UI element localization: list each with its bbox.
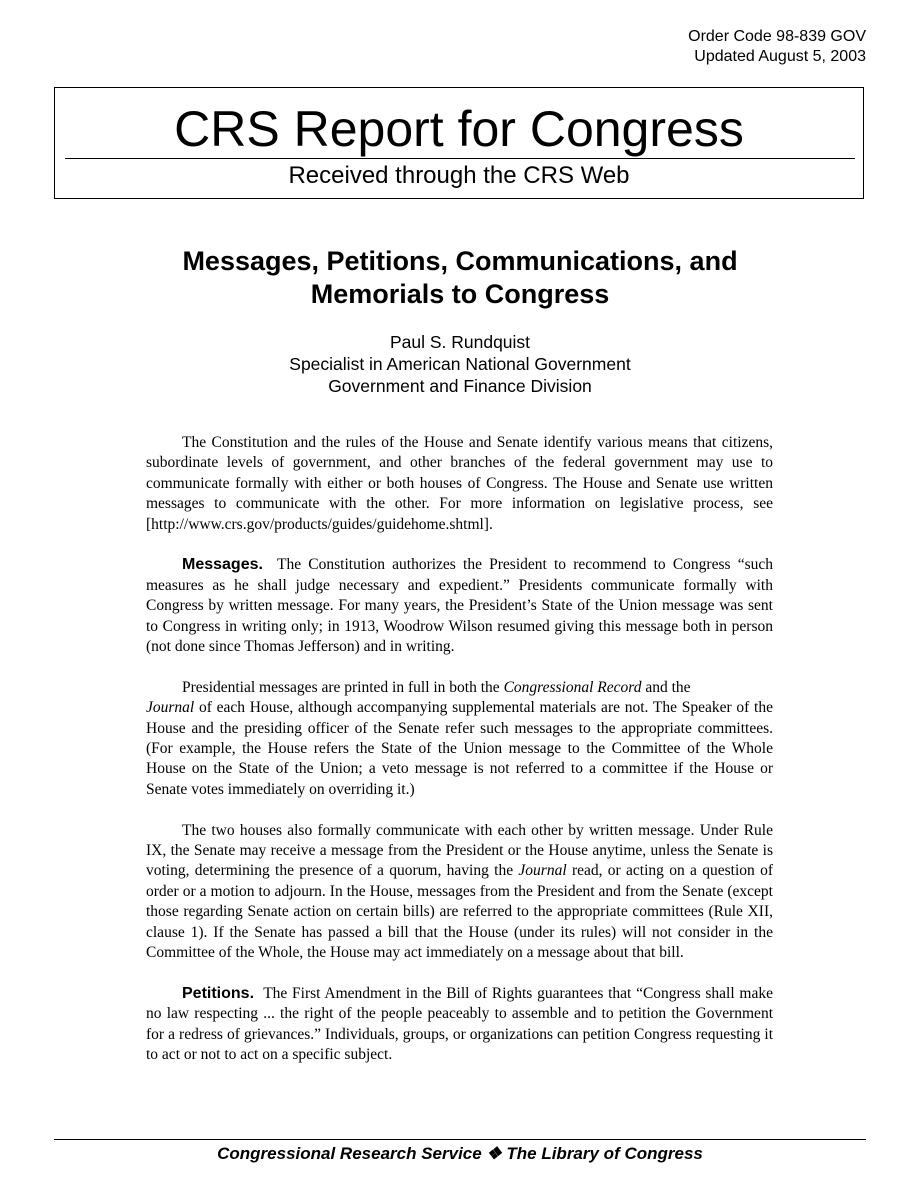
document-title xyxy=(100,245,820,311)
paragraph-presidential-messages-text-a: Presidential messages are printed in full in both the xyxy=(182,678,504,696)
paragraph-presidential-messages xyxy=(146,678,773,800)
paragraph-petitions-text: The First Amendment in the Bill of Rights guarantees that “Congress shall make no law respecting ... the right of the people peaceably to assemble and to petition the Government for a redress of grievances.” Individuals, groups, or organizations can petition Congress requesting it to act or not to act on a specific subject. xyxy=(146,984,773,1064)
emphasis-journal-2: Journal xyxy=(518,862,567,880)
updated-date: Updated August 5, 2003 xyxy=(694,48,866,65)
author-title: Specialist in American National Government xyxy=(289,354,631,374)
report-body xyxy=(146,433,773,1086)
banner-rule xyxy=(65,158,855,159)
order-code: Order Code 98-839 GOV xyxy=(688,28,866,45)
order-code-block xyxy=(688,27,866,67)
banner-title: CRS Report for Congress xyxy=(174,101,744,157)
paragraph-house-communication-text-a: The two houses also formally communicate with each other by written message. Under Rule IX, the Senate may receive a message from the President or the House anytime, unless the Senate is voting, determining the presence of a quorum, having the xyxy=(146,821,773,880)
document-title-line-2: Memorials to Congress xyxy=(310,279,610,309)
paragraph-presidential-messages-text-c: of each House, although accompanying supplemental materials are not. The Speaker of the House and the presiding officer of the Senate refer such messages to the appropriate committees. (For example, the House refers the State of the Union message to the Committee of the Whole House on the State of the Union; a veto message is not referred to a committee if the House or Senate votes immediately on overriding it.) xyxy=(146,699,773,798)
author-block xyxy=(100,331,820,397)
paragraph-messages xyxy=(146,555,773,657)
paragraph-petitions xyxy=(146,984,773,1066)
section-heading-petitions: Petitions. xyxy=(182,984,255,1002)
paragraph-intro-text: The Constitution and the rules of the House and Senate identify various means that citizens, subordinate levels of government, and other branches of the federal government may use to communicate formally with either or both houses of Congress. The House and Senate use written messages to communicate with the other. For more information on legislative process, see [http://www.crs.gov/products/guides/guidehome.shtml]. xyxy=(146,434,773,533)
emphasis-congressional-record: Congressional Record xyxy=(503,678,642,696)
paragraph-house-communication-text-b: read, or acting on a question of order or a motion to adjourn. In the House, messages from the President and from the Senate (except those regarding Senate action on certain bills) are referred to the appropriate committees (Rule XII, clause 1). If the Senate has passed a bill that the House (under its rules) will not consider in the Committee of the Whole, the House may act immediately on a message about that bill. xyxy=(146,862,773,962)
document-title-line-1: Messages, Petitions, Communications, and xyxy=(182,246,738,276)
section-heading-messages: Messages. xyxy=(182,556,263,574)
report-banner xyxy=(54,87,864,199)
author-name: Paul S. Rundquist xyxy=(389,332,531,352)
footer-text: Congressional Research Service ❖ The Library of Congress xyxy=(217,1144,703,1163)
paragraph-messages-text: The Constitution authorizes the President to recommend to Congress “such measures as he shall judge necessary and expedient.” Presidents communicate formally with Congress by written message. For many years, the President’s State of the Union message was sent to Congress in writing only; in 1913, Woodrow Wilson resumed giving this message both in person (not done since Thomas Jefferson) and in writing. xyxy=(146,556,773,656)
emphasis-journal: Journal xyxy=(146,699,195,717)
paragraph-intro xyxy=(146,433,773,535)
banner-subtitle: Received through the CRS Web xyxy=(288,162,630,189)
paragraph-house-communication xyxy=(146,821,773,964)
author-division: Government and Finance Division xyxy=(328,376,592,396)
footer-rule xyxy=(54,1139,866,1140)
paragraph-presidential-messages-text-b: and the xyxy=(641,678,691,696)
